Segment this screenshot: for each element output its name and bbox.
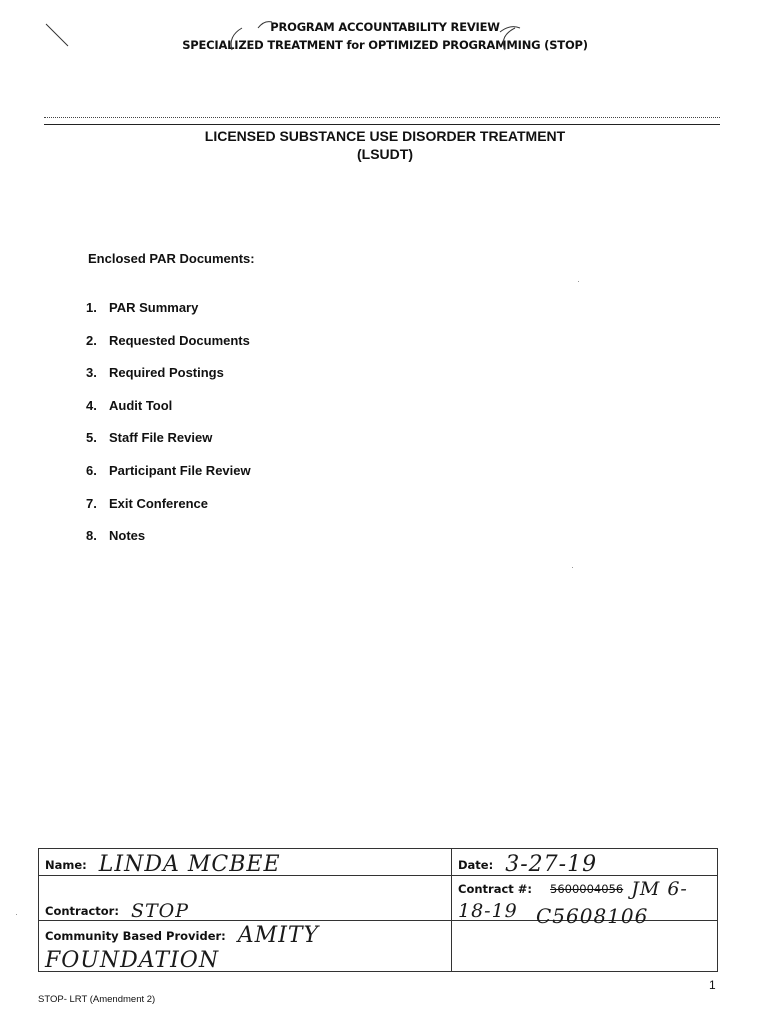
provider-cell <box>39 921 452 972</box>
header-dotted-rule <box>44 117 720 118</box>
name-cell <box>39 849 452 876</box>
list-item-label: Notes <box>109 528 146 544</box>
date-label: Date: <box>458 858 494 872</box>
contract-initials-handwritten: JM 6-18-19 <box>458 878 688 922</box>
provider-handwritten: AMITY FOUNDATION <box>45 923 320 973</box>
footer-text: STOP- LRT (Amendment 2) <box>38 994 156 1005</box>
provider-right-cell <box>452 921 718 972</box>
document-list <box>86 300 251 561</box>
contractor-cell <box>39 876 452 921</box>
list-item-number: 4. <box>86 397 97 413</box>
name-label: Name: <box>45 858 87 872</box>
provider-label: Community Based Provider: <box>45 929 226 943</box>
list-item <box>86 463 251 496</box>
list-item <box>86 398 251 431</box>
page-number: 1 <box>709 978 716 992</box>
contractor-handwritten: STOP <box>130 900 190 922</box>
enclosed-documents-label: Enclosed PAR Documents: <box>88 251 255 266</box>
contract-number-struck: 5600004056 <box>550 882 624 896</box>
header-rule <box>44 124 720 125</box>
list-item-number: 2. <box>86 332 97 348</box>
name-handwritten: LINDA MCBEE <box>98 852 281 877</box>
contract-number-label: Contract #: <box>458 882 533 896</box>
contractor-label: Contractor: <box>45 904 119 918</box>
list-item-label: Participant File Review <box>109 462 251 478</box>
list-item-number: 7. <box>86 495 97 511</box>
document-subtitle: (LSUDT) <box>357 146 413 162</box>
scan-speck <box>16 914 17 915</box>
list-item <box>86 365 251 398</box>
date-cell <box>452 849 718 876</box>
header-line-2: SPECIALIZED TREATMENT for OPTIMIZED PROGRAMMING (STOP) <box>182 38 588 52</box>
document-title: LICENSED SUBSTANCE USE DISORDER TREATMENT <box>204 128 566 144</box>
list-item-number: 3. <box>86 365 97 381</box>
list-item-label: Exit Conference <box>109 495 208 511</box>
list-item <box>86 528 251 561</box>
list-item-label: Audit Tool <box>109 397 173 413</box>
contract-number-handwritten: C5608106 <box>536 904 649 928</box>
list-item <box>86 300 251 333</box>
list-item-label: Staff File Review <box>109 430 213 446</box>
list-item-number: 6. <box>86 462 97 478</box>
scan-speck <box>578 281 579 282</box>
list-item <box>86 496 251 529</box>
list-item-label: PAR Summary <box>109 300 199 315</box>
date-handwritten: 3-27-19 <box>505 852 598 877</box>
list-item-number: 5. <box>86 430 97 446</box>
scan-speck <box>572 567 573 568</box>
list-item-label: Requested Documents <box>109 332 250 348</box>
header-line-1: PROGRAM ACCOUNTABILITY REVIEW <box>270 20 500 34</box>
list-item-label: Required Postings <box>109 365 224 381</box>
list-item-number: 8. <box>86 528 97 544</box>
list-item-number: 1. <box>86 300 97 315</box>
list-item <box>86 430 251 463</box>
list-item <box>86 333 251 366</box>
